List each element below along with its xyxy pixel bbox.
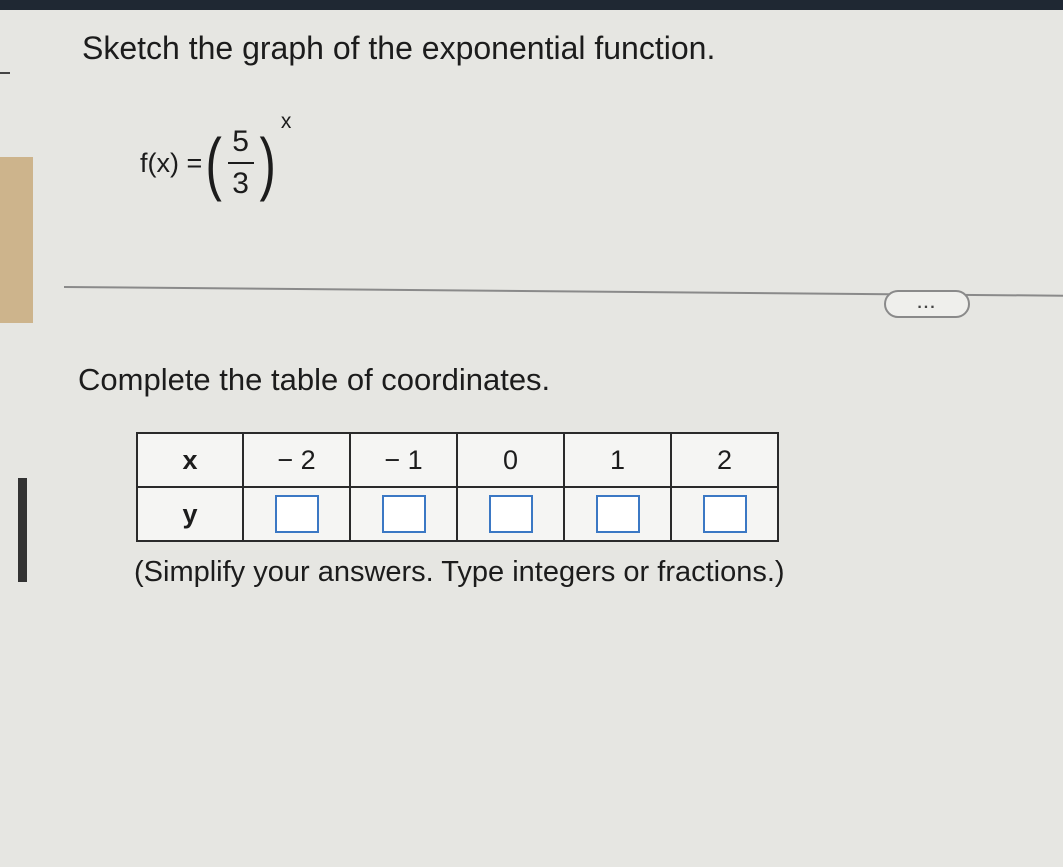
y-answer-input[interactable] (596, 495, 640, 533)
y-value-cell (243, 487, 350, 541)
function-formula (140, 108, 291, 218)
top-bar (0, 0, 1063, 10)
y-answer-input[interactable] (489, 495, 533, 533)
y-value-cell (457, 487, 564, 541)
left-edge-bar (18, 478, 27, 582)
x-value-cell: 1 (564, 433, 671, 487)
left-edge-mark (0, 72, 10, 74)
right-paren: ) (259, 124, 276, 202)
fraction-numerator: 5 (232, 125, 249, 158)
answer-format-note: (Simplify your answers. Type integers or fractions.) (134, 556, 785, 588)
x-value-cell: − 1 (350, 433, 457, 487)
expand-more-button[interactable]: ... (884, 290, 970, 318)
left-paren: ( (205, 124, 223, 202)
fraction-denominator: 3 (232, 167, 249, 200)
coordinates-table (136, 432, 779, 542)
table-row-x (137, 433, 778, 487)
x-value-cell: 2 (671, 433, 778, 487)
table-row-y (137, 487, 778, 541)
y-value-cell (671, 487, 778, 541)
question-title: Sketch the graph of the exponential function. (82, 30, 716, 66)
x-value-cell: 0 (457, 433, 564, 487)
x-value-cell: − 2 (243, 433, 350, 487)
function-lhs: f(x) = (140, 147, 203, 178)
function-exponent: x (280, 110, 292, 133)
table-instruction: Complete the table of coordinates. (78, 362, 551, 397)
y-value-cell (564, 487, 671, 541)
base-fraction (228, 125, 254, 201)
left-edge-strip (0, 157, 33, 323)
y-answer-input[interactable] (703, 495, 747, 533)
y-answer-input[interactable] (382, 495, 426, 533)
y-value-cell (350, 487, 457, 541)
y-header-cell: y (137, 487, 243, 541)
fraction-bar (228, 162, 254, 164)
y-answer-input[interactable] (275, 495, 319, 533)
x-header-cell: x (137, 433, 243, 487)
